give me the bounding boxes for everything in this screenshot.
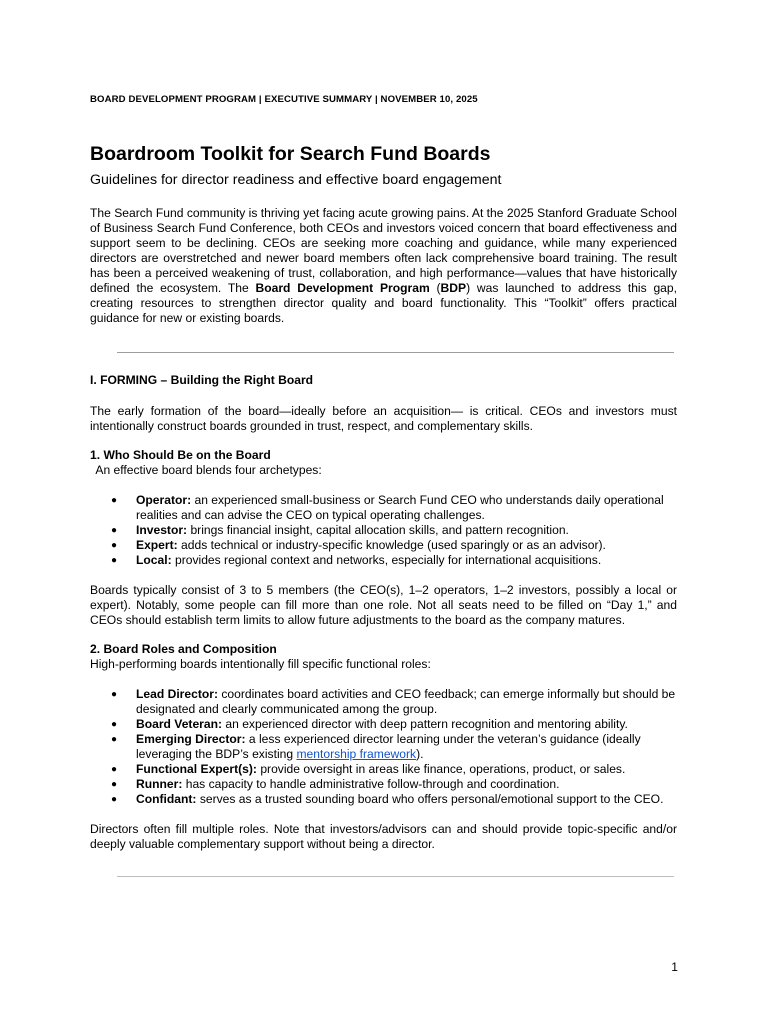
list-item-term: Board Veteran: bbox=[136, 717, 223, 731]
list-item bbox=[111, 777, 677, 792]
document-header: BOARD DEVELOPMENT PROGRAM | EXECUTIVE SUMMARY | NOVEMBER 10, 2025 bbox=[90, 94, 478, 105]
list-item-tail: ). bbox=[416, 747, 424, 761]
bullet-icon: ● bbox=[111, 764, 118, 775]
roles-list bbox=[90, 687, 677, 807]
list-item bbox=[111, 538, 677, 553]
archetypes-lead-text: An effective board blends four archetypes: bbox=[95, 463, 322, 477]
list-item-text: adds technical or industry-specific knowledge (used sparingly or as an advisor). bbox=[177, 538, 606, 552]
intro-text-2: ) was launched to address this gap, creating resources to strengthen director quality and board functionality. This “Toolkit” offers practical guidance for new or existing boards. bbox=[90, 281, 677, 325]
board-size-paragraph: Boards typically consist of 3 to 5 members (the CEO(s), 1–2 operators, 1–2 investors, possibly a local or expert). Notably, some people can fill more than one role. Not all seats need to be filled on “Day 1,” and CEOs should establish term limits to allow future adjustments to the board as the company matures. bbox=[90, 583, 677, 627]
list-item-term: Runner: bbox=[136, 777, 183, 791]
mentorship-framework-link[interactable]: mentorship framework bbox=[296, 747, 417, 761]
intro-paren-open: ( bbox=[429, 281, 441, 295]
intro-bdp-abbr: BDP bbox=[440, 281, 467, 295]
list-item-text: coordinates board activities and CEO feedback; can emerge informally but should be designated and clearly communicated among the group. bbox=[136, 687, 676, 716]
list-item bbox=[111, 717, 677, 732]
roles-lead: High-performing boards intentionally fill specific functional roles: bbox=[90, 657, 431, 671]
bullet-icon: ● bbox=[111, 779, 118, 790]
list-item-term: Confidant: bbox=[136, 792, 197, 806]
list-item bbox=[111, 762, 677, 777]
subheading-board-roles: 2. Board Roles and Composition bbox=[90, 642, 277, 656]
list-item bbox=[111, 732, 677, 762]
bullet-icon: ● bbox=[111, 525, 118, 536]
list-item bbox=[111, 493, 677, 523]
directors-multiple-roles-paragraph: Directors often fill multiple roles. Note that investors/advisors can and should provide topic-specific and/or deeply valuable complementary support without being a director. bbox=[90, 822, 677, 851]
bullet-icon: ● bbox=[111, 734, 118, 745]
list-item bbox=[111, 687, 677, 717]
section-divider bbox=[117, 876, 674, 877]
list-item-text: an experienced director with deep pattern recognition and mentoring ability. bbox=[222, 717, 628, 731]
section-intro-paragraph: The early formation of the board—ideally before an acquisition— is critical. CEOs and investors must intentionally construct boards grounded in trust, respect, and complementary skills. bbox=[90, 404, 677, 433]
list-item-term: Functional Expert(s): bbox=[136, 762, 257, 776]
intro-bdp-name: Board Development Program bbox=[255, 281, 430, 295]
list-item bbox=[111, 523, 677, 538]
list-item-text: provide oversight in areas like finance, operations, product, or sales. bbox=[256, 762, 626, 776]
archetypes-list bbox=[90, 493, 677, 568]
bullet-icon: ● bbox=[111, 689, 118, 700]
intro-paragraph bbox=[90, 206, 677, 326]
list-item-text: provides regional context and networks, especially for international acquisitions. bbox=[171, 553, 602, 567]
list-item-term: Lead Director: bbox=[136, 687, 218, 701]
list-item bbox=[111, 553, 677, 568]
document-title: Boardroom Toolkit for Search Fund Boards bbox=[90, 143, 491, 165]
subheading-who-should-be: 1. Who Should Be on the Board bbox=[90, 448, 271, 462]
list-item-text: an experienced small-business or Search Fund CEO who understands daily operational realities and can advise the CEO on typical operating challenges. bbox=[136, 493, 664, 522]
bullet-icon: ● bbox=[111, 794, 118, 805]
list-item bbox=[111, 792, 677, 807]
bullet-icon: ● bbox=[111, 719, 118, 730]
section-title-forming: I. FORMING – Building the Right Board bbox=[90, 373, 314, 387]
list-item-term: Expert: bbox=[136, 538, 178, 552]
list-item-term: Local: bbox=[136, 553, 172, 567]
intro-text-1: The Search Fund community is thriving yet facing acute growing pains. At the 2025 Stanford Graduate School of Business Search Fund Conference, both CEOs and investors voiced concern that board effectiveness and support seem to be declining. CEOs are seeking more coaching and guidance, while many experienced directors are overstretched and newer board members often lack comprehensive board training. The result has been a perceived weakening of trust, collaboration, and high performance—values that have historically defined the ecosystem. The bbox=[90, 206, 677, 295]
page-content bbox=[90, 93, 677, 877]
section-divider bbox=[117, 352, 674, 353]
list-item-text: has capacity to handle administrative follow-through and coordination. bbox=[182, 777, 560, 791]
list-item-text: serves as a trusted sounding board who offers personal/emotional support to the CEO. bbox=[196, 792, 664, 806]
list-item-term: Emerging Director: bbox=[136, 732, 246, 746]
list-item-text: brings financial insight, capital allocation skills, and pattern recognition. bbox=[187, 523, 569, 537]
archetypes-lead bbox=[90, 463, 677, 478]
bullet-icon: ● bbox=[111, 540, 118, 551]
document-subtitle: Guidelines for director readiness and effective board engagement bbox=[90, 172, 502, 188]
bullet-icon: ● bbox=[111, 495, 118, 506]
list-item-text: a less experienced director learning under the veteran’s guidance (ideally leveraging the BDP’s existing bbox=[136, 732, 641, 761]
bullet-icon: ● bbox=[111, 555, 118, 566]
list-item-term: Investor: bbox=[136, 523, 188, 537]
list-item-term: Operator: bbox=[136, 493, 192, 507]
page-number: 1 bbox=[671, 960, 678, 974]
